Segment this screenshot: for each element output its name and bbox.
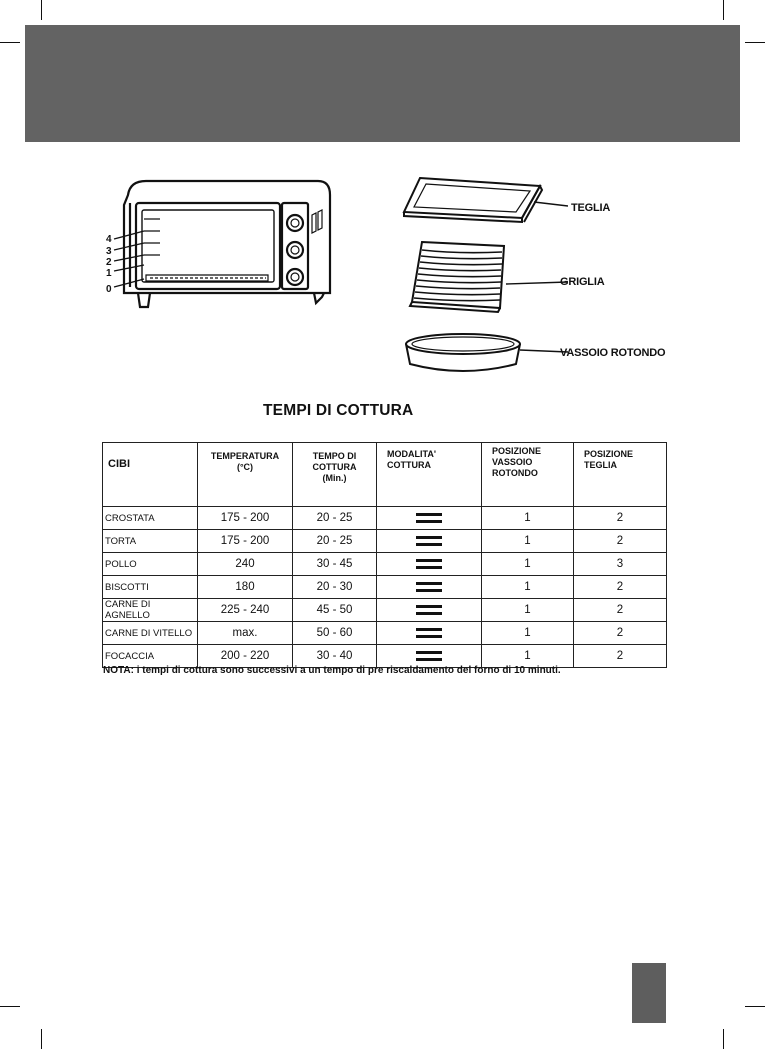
cell-food: BISCOTTI	[103, 576, 198, 599]
cell-food: CARNE DI VITELLO	[103, 622, 198, 645]
oven-level-label: 3	[106, 246, 112, 257]
cooking-times-table	[102, 442, 667, 668]
crop-mark	[745, 1006, 765, 1007]
heating-elements-icon	[416, 559, 442, 569]
page-tab	[632, 963, 666, 1023]
column-header-time: TEMPO DI COTTURA (Min.)	[293, 443, 377, 507]
column-header-tray-position: POSIZIONE TEGLIA	[574, 443, 667, 507]
crop-mark	[41, 0, 42, 20]
cell-time: 20 - 25	[293, 530, 377, 553]
column-header-food: CIBI	[103, 443, 198, 507]
accessories-illustration	[398, 172, 568, 384]
heating-elements-icon	[416, 628, 442, 638]
cell-mode	[377, 622, 482, 645]
cell-time: 30 - 40	[293, 645, 377, 668]
oven-illustration	[100, 175, 340, 315]
cell-mode	[377, 530, 482, 553]
accessory-label-tray: TEGLIA	[571, 202, 611, 214]
cell-time: 20 - 25	[293, 507, 377, 530]
cell-round-tray-position: 1	[482, 599, 574, 622]
column-header-round-tray-position: POSIZIONE VASSOIO ROTONDO	[482, 443, 574, 507]
cell-temperature: 180	[198, 576, 293, 599]
table-row	[103, 553, 667, 576]
table-row	[103, 530, 667, 553]
cooking-note: NOTA: i tempi di cottura sono successivi a un tempo di pre riscaldamento del forno di 10 minuti.	[103, 665, 561, 676]
cell-food: CROSTATA	[103, 507, 198, 530]
header-band	[25, 25, 740, 142]
oven-level-label: 2	[106, 257, 112, 268]
cell-tray-position: 2	[574, 530, 667, 553]
table-row	[103, 576, 667, 599]
column-header-temperature: TEMPERATURA (°C)	[198, 443, 293, 507]
oven-level-label: 1	[106, 268, 112, 279]
cell-tray-position: 2	[574, 622, 667, 645]
crop-mark	[0, 42, 20, 43]
cell-tray-position: 3	[574, 553, 667, 576]
cell-food: FOCACCIA	[103, 645, 198, 668]
crop-mark	[723, 0, 724, 20]
table-row	[103, 622, 667, 645]
table-row	[103, 507, 667, 530]
section-title: TEMPI DI COTTURA	[263, 402, 414, 419]
cell-time: 30 - 45	[293, 553, 377, 576]
cell-temperature: 175 - 200	[198, 530, 293, 553]
oven-level-label: 0	[106, 284, 112, 295]
cell-food: POLLO	[103, 553, 198, 576]
cell-round-tray-position: 1	[482, 576, 574, 599]
heating-elements-icon	[416, 536, 442, 546]
cell-time: 50 - 60	[293, 622, 377, 645]
oven-level-label: 4	[106, 234, 112, 245]
heating-elements-icon	[416, 605, 442, 615]
table-row	[103, 599, 667, 622]
heating-elements-icon	[416, 582, 442, 592]
cell-food: CARNE DI AGNELLO	[103, 599, 198, 622]
crop-mark	[0, 1006, 20, 1007]
cell-tray-position: 2	[574, 599, 667, 622]
column-header-mode: MODALITA' COTTURA	[377, 443, 482, 507]
cell-temperature: 240	[198, 553, 293, 576]
cell-tray-position: 2	[574, 507, 667, 530]
crop-mark	[745, 42, 765, 43]
cell-tray-position: 2	[574, 645, 667, 668]
cell-mode	[377, 507, 482, 530]
accessory-label-round-tray: VASSOIO ROTONDO	[560, 347, 666, 359]
crop-mark	[723, 1029, 724, 1049]
cell-mode	[377, 599, 482, 622]
accessory-label-grill: GRIGLIA	[560, 276, 605, 288]
cell-round-tray-position: 1	[482, 622, 574, 645]
cell-food: TORTA	[103, 530, 198, 553]
cell-tray-position: 2	[574, 576, 667, 599]
cell-time: 45 - 50	[293, 599, 377, 622]
heating-elements-icon	[416, 513, 442, 523]
cell-mode	[377, 553, 482, 576]
cell-round-tray-position: 1	[482, 645, 574, 668]
crop-mark	[41, 1029, 42, 1049]
cell-round-tray-position: 1	[482, 507, 574, 530]
cell-round-tray-position: 1	[482, 530, 574, 553]
cell-temperature: max.	[198, 622, 293, 645]
cell-time: 20 - 30	[293, 576, 377, 599]
cell-temperature: 175 - 200	[198, 507, 293, 530]
cell-mode	[377, 576, 482, 599]
cell-temperature: 200 - 220	[198, 645, 293, 668]
table-header-row	[103, 443, 667, 507]
cell-temperature: 225 - 240	[198, 599, 293, 622]
cell-round-tray-position: 1	[482, 553, 574, 576]
heating-elements-icon	[416, 651, 442, 661]
